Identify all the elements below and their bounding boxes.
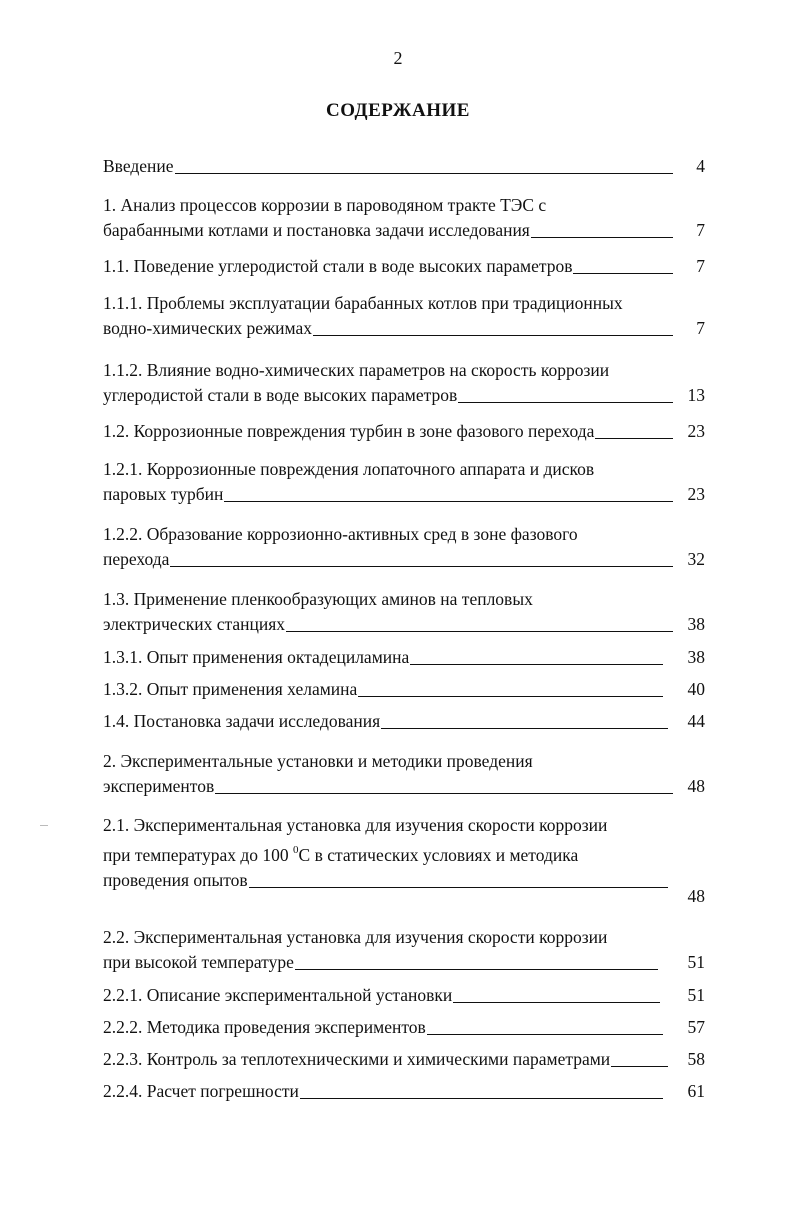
toc-entry-page: 38 [687,647,705,667]
toc-entry-title-line1: 2. Экспериментальные установки и методики проведения [103,751,533,771]
toc-entry-title-line2: водно-химических режимах [103,318,313,338]
toc-leader [453,986,660,1003]
toc-entry-title-line1: 1.3. Применение пленкообразующих аминов на тепловых [103,589,533,609]
toc-entry-page: 7 [696,220,705,240]
toc-entry-1-2-2[interactable] [103,522,705,572]
toc-entry-page: 7 [696,256,705,276]
toc-leader [224,485,673,502]
toc-leader [595,422,673,439]
toc-entry-page: 38 [687,614,705,634]
toc-entry-title-line2-part1: при температурах до 100 [103,845,294,865]
toc-entry-title-line2: электрических станциях [103,614,285,634]
toc-entry-page: 4 [696,156,705,176]
toc-entry-title: 1.1. Поведение углеродистой стали в воде высоких параметров [103,256,573,276]
toc-entry-1-1-2[interactable] [103,358,705,408]
toc-entry-page: 32 [687,549,705,569]
toc-entry-page: 61 [687,1081,705,1101]
toc-entry-page: 7 [696,318,705,338]
toc-entry-title-line2: паровых турбин [103,484,224,504]
toc-entry-title: 1.3.2. Опыт применения хеламина [103,679,358,699]
toc-leader [381,712,668,729]
toc-entry-page: 44 [687,711,705,731]
toc-entry-title-line1: 1.2.1. Коррозионные повреждения лопаточного аппарата и дисков [103,459,595,479]
toc-entry-page: 57 [687,1017,705,1037]
toc-leader [313,319,673,336]
toc-entry-title-line3: проведения опытов [103,870,248,890]
toc-entry-title-line2-part2: С в статических условиях и методика [298,845,579,865]
toc-entry-title-line2: экспериментов [103,776,215,796]
toc-entry-page: 23 [687,421,705,441]
toc-entry-1-1[interactable] [103,254,705,279]
toc-entry-title: 2.2.3. Контроль за теплотехническими и химическими параметрами [103,1049,611,1069]
toc-entry-1[interactable] [103,193,705,243]
scan-mark [40,825,48,826]
toc-leader [531,221,673,238]
toc-entry-title-line1: 2.1. Экспериментальная установка для изучения скорости коррозии [103,815,608,835]
toc-entry-2-2-3[interactable] [103,1047,705,1072]
toc-entry-page: 13 [687,385,705,405]
toc-leader [215,777,673,794]
toc-leader [410,648,663,665]
toc-entry-page: 48 [687,886,705,906]
toc-entry-2-2-1[interactable] [103,983,705,1008]
toc-entry-title-line1: 1. Анализ процессов коррозии в пароводяном тракте ТЭС с [103,195,547,215]
toc-entry-title-line1: 1.1.2. Влияние водно-химических параметров на скорость коррозии [103,360,610,380]
toc-leader [458,386,673,403]
page-number: 2 [393,48,403,68]
table-of-contents [103,150,705,1104]
toc-entry-page: 51 [687,952,705,972]
toc-entry-1-2[interactable] [103,419,705,444]
toc-entry-2-2-4[interactable] [103,1079,705,1104]
toc-leader [611,1050,668,1067]
toc-entry-1-2-1[interactable] [103,457,705,507]
toc-entry-title: 1.2. Коррозионные повреждения турбин в зоне фазового перехода [103,421,595,441]
toc-entry-title: 2.2.2. Методика проведения экспериментов [103,1017,426,1037]
toc-entry-title-line2: при высокой температуре [103,952,294,972]
toc-entry-title: 2.2.4. Расчет погрешности [103,1081,299,1101]
toc-entry-title: 2.2.1. Описание экспериментальной установки [103,985,453,1005]
toc-entry-2[interactable] [103,749,705,799]
toc-leader [358,680,663,697]
toc-entry-1-3-2[interactable] [103,677,705,702]
toc-leader [249,871,668,888]
toc-entry-title-line2: углеродистой стали в воде высоких параметров [103,385,458,405]
toc-entry-title-line2: барабанными котлами и постановка задачи исследования [103,220,530,240]
toc-entry-introduction[interactable] [103,154,705,179]
toc-entry-page: 48 [687,776,705,796]
toc-entry-title-line1: 1.2.2. Образование коррозионно-активных сред в зоне фазового [103,524,578,544]
toc-entry-title-line1: 2.2. Экспериментальная установка для изучения скорости коррозии [103,927,608,947]
toc-entry-page: 23 [687,484,705,504]
toc-entry-page: 58 [687,1049,705,1069]
toc-leader [175,157,673,174]
toc-entry-title-line2 [103,838,668,868]
toc-leader [573,257,673,274]
toc-leader [427,1018,663,1035]
toc-entry-title: 1.4. Постановка задачи исследования [103,711,381,731]
toc-leader [295,953,658,970]
toc-entry-title-line2: перехода [103,549,170,569]
toc-entry-1-3-1[interactable] [103,645,705,670]
toc-leader [286,615,673,632]
toc-entry-1-3[interactable] [103,587,705,637]
toc-entry-title: 1.3.1. Опыт применения октадециламина [103,647,410,667]
page-title: СОДЕРЖАНИЕ [326,100,470,121]
toc-entry-page: 40 [687,679,705,699]
toc-entry-title-line1: 1.1.1. Проблемы эксплуатации барабанных котлов при традиционных [103,293,623,313]
toc-entry-2-2-2[interactable] [103,1015,705,1040]
toc-entry-2-2[interactable] [103,925,705,975]
toc-entry-2-1[interactable] [103,813,705,909]
toc-leader [300,1082,663,1099]
degree-superscript: 0 [293,844,299,856]
toc-leader [170,550,673,567]
toc-entry-1-1-1[interactable] [103,291,705,341]
toc-entry-page: 51 [687,985,705,1005]
toc-entry-1-4[interactable] [103,709,705,734]
toc-entry-title: Введение [103,156,174,176]
